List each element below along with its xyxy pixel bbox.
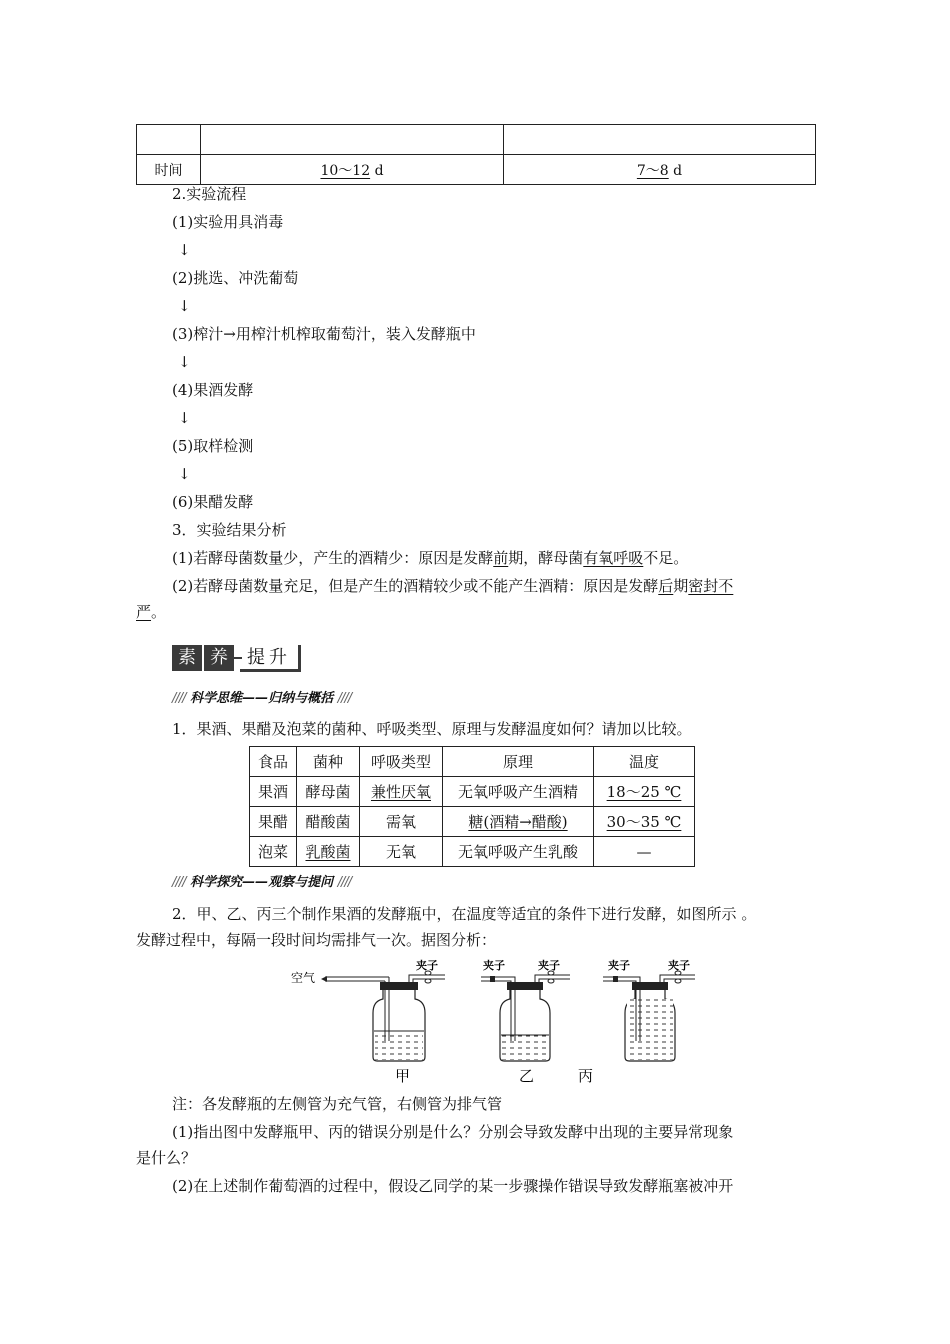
down-arrow-icon: ↓ xyxy=(178,353,191,371)
table-header: 菌种 xyxy=(297,747,360,777)
question-1: 1．果酒、果醋及泡菜的菌种、呼吸类型、原理与发酵温度如何？请加以比较。 xyxy=(172,720,692,738)
table-cell xyxy=(297,837,360,867)
fill-in-answer: 7～8 xyxy=(636,162,669,179)
bottle-jia xyxy=(321,971,445,1061)
table-cell xyxy=(504,155,816,185)
text-run: 期，酵母菌 xyxy=(508,549,584,567)
bottle-bing xyxy=(603,971,695,1061)
bottle-label: 乙 xyxy=(519,1067,535,1085)
unit: d xyxy=(673,162,683,179)
text-run: 期 xyxy=(673,577,689,595)
analysis-paragraph-1 xyxy=(172,548,688,568)
table-cell: 无氧呼吸产生乳酸 xyxy=(443,837,594,867)
table-cell: 泡菜 xyxy=(250,837,297,867)
table-cell xyxy=(137,125,201,155)
bottle-yi xyxy=(481,971,570,1061)
fill-in-answer: 18～25 ℃ xyxy=(606,783,682,801)
table-cell: 酵母菌 xyxy=(297,777,360,807)
table-row xyxy=(250,807,695,837)
flow-step: (2)挑选、冲洗葡萄 xyxy=(172,269,299,287)
table-cell: 需氧 xyxy=(360,807,443,837)
fill-in-answer: 有氧呼吸 xyxy=(583,549,644,567)
table-header: 原理 xyxy=(443,747,594,777)
table-cell xyxy=(594,807,695,837)
question-2-line-2: 发酵过程中，每隔一段时间均需排气一次。据图分析： xyxy=(136,931,497,949)
section-banner xyxy=(172,645,306,671)
down-arrow-icon: ↓ xyxy=(178,241,191,259)
flow-step: (3)榨汁→用榨汁机榨取葡萄汁，装入发酵瓶中 xyxy=(172,325,476,343)
clip-label: 夹子 xyxy=(483,959,505,972)
clip-label: 夹子 xyxy=(608,959,630,972)
flow-step: (4)果酒发酵 xyxy=(172,381,254,399)
banner-char: 养 xyxy=(204,645,234,671)
down-arrow-icon: ↓ xyxy=(178,297,191,315)
flow-step: (1)实验用具消毒 xyxy=(172,213,284,231)
fill-in-answer: 密封不 xyxy=(688,577,734,595)
fill-in-answer: 10～12 xyxy=(320,162,371,179)
flow-step: (5)取样检测 xyxy=(172,437,254,455)
text-run: 不足。 xyxy=(643,549,689,567)
table-cell: 无氧呼吸产生酒精 xyxy=(443,777,594,807)
question-2-line-1: 2．甲、乙、丙三个制作果酒的发酵瓶中，在温度等适宜的条件下进行发酵，如图所示 。 xyxy=(172,905,757,923)
bottle-label: 丙 xyxy=(578,1067,594,1085)
fill-in-answer: 前 xyxy=(493,549,509,567)
clip-label: 夹子 xyxy=(538,959,560,972)
table-cell: — xyxy=(594,837,695,867)
bottle-label: 甲 xyxy=(395,1067,411,1085)
table-header: 温度 xyxy=(594,747,695,777)
down-arrow-icon: ↓ xyxy=(178,465,191,483)
unit: d xyxy=(374,162,384,179)
fill-in-answer: 后 xyxy=(658,577,674,595)
table-cell: 无氧 xyxy=(360,837,443,867)
table-row xyxy=(250,837,695,867)
flow-step: (6)果醋发酵 xyxy=(172,493,254,511)
table-cell: 果醋 xyxy=(250,807,297,837)
question-2-part-1: (1)指出图中发酵瓶甲、丙的错误分别是什么？分别会导致发酵中出现的主要异常现象 xyxy=(172,1123,734,1141)
table-cell xyxy=(360,777,443,807)
table-cell xyxy=(504,125,816,155)
banner-char: 素 xyxy=(172,645,202,671)
table-cell xyxy=(201,155,504,185)
table-cell: 醋酸菌 xyxy=(297,807,360,837)
table-row xyxy=(137,155,816,185)
clip-label: 夹子 xyxy=(668,959,690,972)
text-run: (2)若酵母菌数量充足，但是产生的酒精较少或不能产生酒精：原因是发酵 xyxy=(172,577,659,595)
subhead-scientific-inquiry: //// 科学探究——观察与提问 //// xyxy=(172,875,352,890)
analysis-heading: 3．实验结果分析 xyxy=(172,521,287,539)
table-header: 食品 xyxy=(250,747,297,777)
fill-in-answer: 严 xyxy=(136,603,152,621)
text-run: (1)若酵母菌数量少，产生的酒精少：原因是发酵 xyxy=(172,549,494,567)
table-cell xyxy=(201,125,504,155)
row-label-time: 时间 xyxy=(137,155,201,185)
table-row xyxy=(137,125,816,155)
comparison-table xyxy=(249,746,695,867)
table-header: 呼吸类型 xyxy=(360,747,443,777)
subhead-text: 科学探究——观察与提问 xyxy=(190,875,334,890)
question-2-part-2: (2)在上述制作葡萄酒的过程中，假设乙同学的某一步骤操作错误导致发酵瓶塞被冲开 xyxy=(172,1177,734,1195)
down-arrow-icon: ↓ xyxy=(178,409,191,427)
question-2-part-1-cont: 是什么？ xyxy=(136,1149,197,1167)
incubation-time-table xyxy=(136,124,816,185)
figure-note: 注：各发酵瓶的左侧管为充气管，右侧管为排气管 xyxy=(172,1095,503,1113)
fill-in-answer: 30～35 ℃ xyxy=(606,813,682,831)
text-run: 。 xyxy=(151,603,167,621)
table-cell xyxy=(594,777,695,807)
clip-label: 夹子 xyxy=(416,959,438,972)
fill-in-answer: 糖(酒精→醋酸) xyxy=(468,813,568,831)
table-cell: 果酒 xyxy=(250,777,297,807)
fill-in-answer: 兼性厌氧 xyxy=(370,783,431,801)
fill-in-answer: 乳酸菌 xyxy=(305,843,351,861)
fermentation-bottles-figure xyxy=(285,955,705,1085)
flow-heading: 2.实验流程 xyxy=(172,185,247,203)
analysis-paragraph-2 xyxy=(172,576,733,596)
subhead-text: 科学思维——归纳与概括 xyxy=(190,691,334,706)
banner-title: 提升 xyxy=(240,645,301,672)
air-label: 空气 xyxy=(291,971,316,985)
analysis-paragraph-2-cont xyxy=(136,602,166,622)
subhead-scientific-thinking: //// 科学思维——归纳与概括 //// xyxy=(172,691,352,706)
table-row xyxy=(250,777,695,807)
table-cell xyxy=(443,807,594,837)
table-header-row xyxy=(250,747,695,777)
